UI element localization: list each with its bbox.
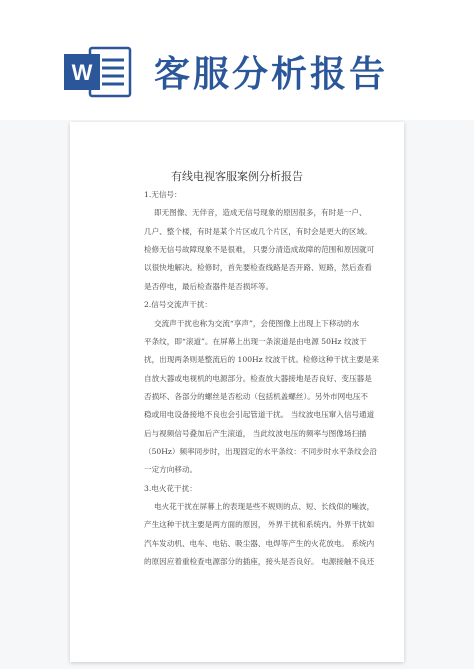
word-document-icon (62, 44, 134, 100)
paragraph-line: （50Hz）频率同步时，出现固定的水平条纹：不同步时水平条纹会沿 (144, 446, 377, 456)
paragraph-line: 检修无信号故障现象不是很难， 只要分清造成故障的范围和原因就可 (144, 245, 375, 255)
paragraph-line: 是否停电，最后检查器件是否损坏等。 (144, 281, 274, 291)
paragraph-line: 以很快地解决。检修时，首先要检查线路是否开路、短路，然后查看 (144, 263, 372, 273)
paragraph-line: 即无图像、无伴音，造成无信号现象的原因很多，有时是一户、 (154, 208, 367, 218)
paragraph-line: 自放大器或电视机的电源部分。检查放大器接地是否良好、变压器是 (144, 373, 372, 383)
section-heading: 2.信号交流声干扰： (144, 300, 212, 310)
paragraph-line: 扰，出现两条则是整流后的 100Hz 纹波干扰。检修这种干扰主要是来 (144, 355, 379, 365)
paragraph-line: 否损坏、各部分的螺丝是否松动（包括机盖螺丝）。另外市网电压不 (144, 391, 369, 401)
paragraph-line: 平条纹，即“滚道”。在屏幕上出现一条滚道是由电源 50Hz 纹波干 (144, 336, 367, 346)
paragraph-line: 电火花干扰在屏幕上的表现是些不规则的点、短、长线似的噪波， (154, 502, 375, 511)
banner-header (0, 0, 474, 120)
banner-title: 客服分析报告 (154, 54, 389, 95)
paragraph-line: 汽车发动机、电车、电钻、吸尘器、电焊等产生的火花放电。 系统内 (144, 538, 375, 548)
paragraph-line: 产生这种干扰主要是两方面的原因， 外界干扰和系统内。外界干扰如 (144, 520, 375, 530)
paragraph-line: 的原因应着重检查电源部分的插座，接头是否良好。 电源接触不良还 (144, 557, 375, 566)
paragraph-line: 后与视频信号叠加后产生滚道， 当此纹波电压的频率与图像场扫描 (144, 428, 367, 438)
paragraph-line: 交流声干扰也称为交流“享声”，会使图像上出现上下移动的水 (154, 318, 360, 328)
section-heading: 3.电火花干扰： (144, 483, 197, 493)
paragraph-line: 一定方向移动。 (144, 465, 198, 475)
section-heading: 1.无信号： (144, 190, 182, 199)
document-title: 有线电视客服案例分析报告 (171, 170, 303, 183)
logo-letter: W (71, 60, 93, 85)
document-page (70, 122, 404, 662)
paragraph-line: 几户、整个楼，有时是某个片区或几个片区，有时会是更大的区域。 (144, 226, 372, 236)
paragraph-line: 稳或用电设备接地不良也会引起管道干扰。 当纹波电压窜入信号通道 (144, 410, 375, 420)
